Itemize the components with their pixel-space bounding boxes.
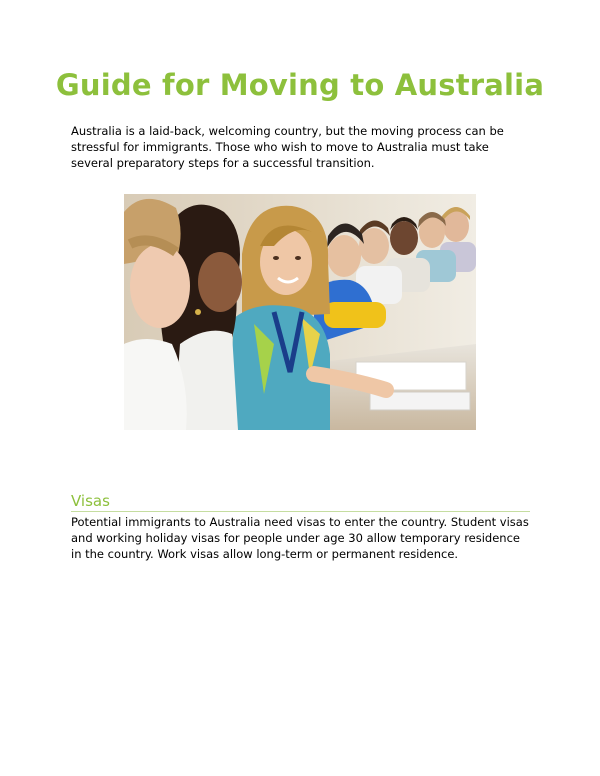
section-divider: [71, 511, 530, 512]
classroom-students-photo: [124, 194, 476, 430]
photo-illustration: [124, 194, 476, 430]
section-heading-visas: Visas: [71, 492, 110, 510]
page-title: Guide for Moving to Australia: [55, 68, 545, 102]
section-body-visas: Potential immigrants to Australia need visas to enter the country. Student visas and working holiday visas for people under age 30 allow temporary residence in the country. Work visas allow long-term or permanent residence.: [71, 515, 529, 561]
intro-paragraph: Australia is a laid-back, welcoming country, but the moving process can be stressful for immigrants. Those who wish to move to Australia must take several preparatory steps for a successful transition.: [71, 124, 504, 170]
